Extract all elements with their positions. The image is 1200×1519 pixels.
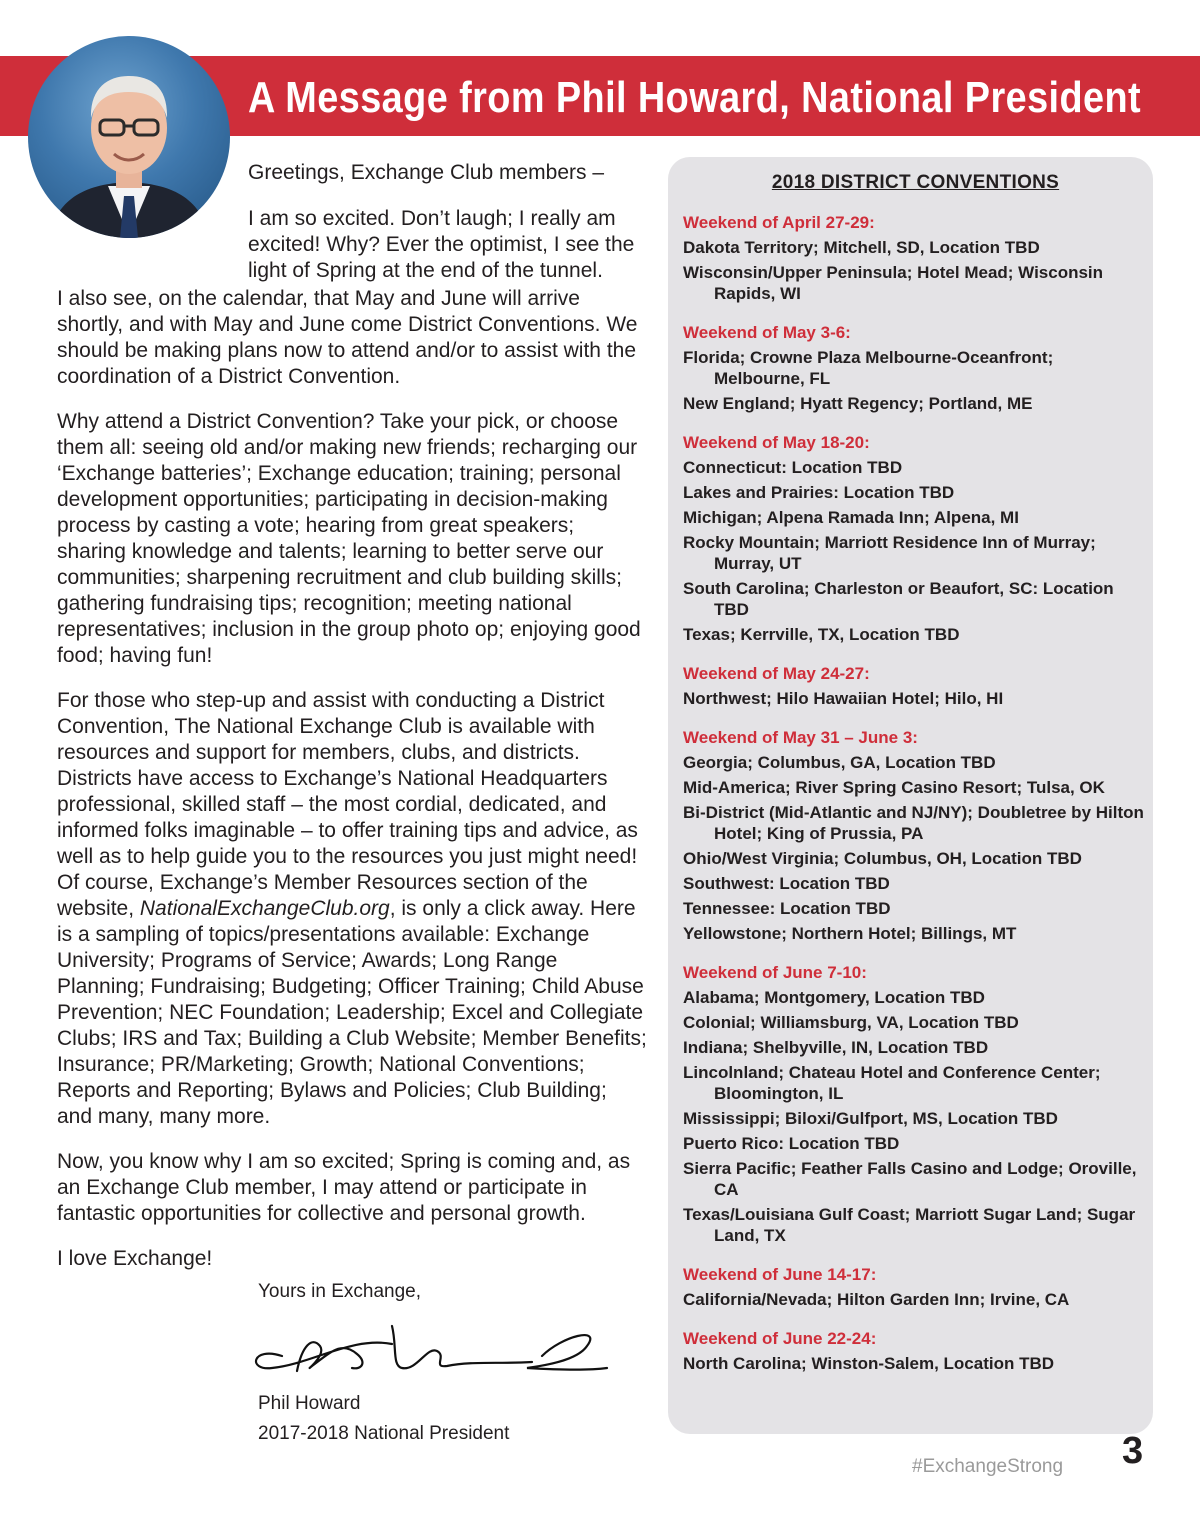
convention-entry: Lakes and Prairies: Location TBD bbox=[683, 483, 955, 502]
signer-role: 2017-2018 National President bbox=[258, 1423, 510, 1444]
convention-entry: Wisconsin/Upper Peninsula; Hotel Mead; Wisconsin Rapids, WI bbox=[683, 263, 1104, 303]
convention-entry: Mississippi; Biloxi/Gulfport, MS, Location TBD bbox=[683, 1109, 1058, 1128]
convention-entry: Northwest; Hilo Hawaiian Hotel; Hilo, HI bbox=[683, 689, 1004, 708]
signature-icon bbox=[242, 1316, 612, 1386]
convention-entry: Puerto Rico: Location TBD bbox=[683, 1134, 900, 1153]
weekend-heading: Weekend of June 14-17: bbox=[683, 1265, 877, 1284]
conventions-list bbox=[683, 212, 1145, 1392]
portrait-photo-icon bbox=[28, 36, 230, 238]
letter-greeting: Greetings, Exchange Club members – bbox=[248, 161, 605, 184]
convention-entry: Sierra Pacific; Feather Falls Casino and Lodge; Oroville, CA bbox=[683, 1159, 1137, 1199]
convention-group bbox=[683, 962, 1145, 1246]
letter-paragraph-3-text-end: , is only a click away. Here is a sampling of topics/presentations available: Exchange University; Programs of Service; Awards; Long Range Planning; Fundraising; Budgeting; Officer Training; Child Abuse Prevention; NEC Foundation; Leadership; Excel and Collegiate Clubs; IRS and Tax; Building a Club Website; Member Benefits; Insurance; PR/Marketing; Growth; National Conventions; Reports and Reporting; Bylaws and Policies; Club Building; and many, many more. bbox=[57, 897, 647, 1128]
convention-entry: California/Nevada; Hilton Garden Inn; Irvine, CA bbox=[683, 1290, 1070, 1309]
convention-entry: Dakota Territory; Mitchell, SD, Location TBD bbox=[683, 238, 1040, 257]
convention-entry: Ohio/West Virginia; Columbus, OH, Location TBD bbox=[683, 849, 1082, 868]
convention-entry: Florida; Crowne Plaza Melbourne-Oceanfront; Melbourne, FL bbox=[683, 348, 1054, 388]
website-link[interactable]: NationalExchangeClub.org bbox=[139, 897, 390, 920]
letter-line: light of Spring at the end of the tunnel. bbox=[248, 259, 603, 282]
convention-entry: Mid-America; River Spring Casino Resort; Tulsa, OK bbox=[683, 778, 1105, 797]
convention-entry: Southwest: Location TBD bbox=[683, 874, 890, 893]
convention-entry: Rocky Mountain; Marriott Residence Inn of Murray; Murray, UT bbox=[683, 533, 1096, 573]
convention-group bbox=[683, 1328, 1145, 1374]
letter-line: I am so excited. Don’t laugh; I really am bbox=[248, 207, 616, 230]
letter-paragraph-3-text: For those who step-up and assist with conducting a District Convention, The National Exchange Club is available with resources and support for members, clubs, and districts. Districts have access to Exchange’s National Headquarters professional, skilled staff – the most cordial, dedicated, and informed folks imaginable – to offer training tips and advice, as well as to help guide you to the resources you just might need! Of course, Exchange’s Member Resources section of the website, bbox=[57, 689, 638, 920]
convention-entry: Georgia; Columbus, GA, Location TBD bbox=[683, 753, 996, 772]
letter-paragraph-1-intro bbox=[248, 206, 648, 284]
convention-entry: Lincolnland; Chateau Hotel and Conference Center; Bloomington, IL bbox=[683, 1063, 1101, 1103]
convention-group bbox=[683, 1264, 1145, 1310]
weekend-heading: Weekend of May 3-6: bbox=[683, 323, 851, 342]
letter-paragraph-5: I love Exchange! bbox=[57, 1247, 213, 1270]
convention-entry: North Carolina; Winston-Salem, Location TBD bbox=[683, 1354, 1055, 1373]
letter-line: excited! Why? Ever the optimist, I see the bbox=[248, 233, 635, 256]
convention-entry: Texas/Louisiana Gulf Coast; Marriott Sugar Land; Sugar Land, TX bbox=[683, 1205, 1136, 1245]
convention-entry: Colonial; Williamsburg, VA, Location TBD bbox=[683, 1013, 1019, 1032]
weekend-heading: Weekend of April 27-29: bbox=[683, 213, 875, 232]
page-number: 3 bbox=[1122, 1430, 1144, 1472]
letter-closing: Yours in Exchange, bbox=[258, 1281, 422, 1302]
letter-paragraph-2: Why attend a District Convention? Take your pick, or choose them all: seeing old and/or making new friends; recharging our ‘Exchange batteries’; Exchange education; training; personal development opportunities; participating in decision-making process by casting a vote; hearing from great speakers; sharing knowledge and talents; learning to better serve our communities; sharpening recruitment and club building skills; gathering fundraising tips; recognition; meeting national representatives; inclusion in the group photo op; enjoying good food; having fun! bbox=[57, 410, 641, 667]
president-portrait bbox=[28, 36, 230, 238]
letter-paragraph-1: I also see, on the calendar, that May and June will arrive shortly, and with May and June come District Conventions. We should be making plans now to attend and/or to assist with the coordination of a District Convention. bbox=[57, 287, 638, 388]
letter-paragraph-4: Now, you know why I am so excited; Spring is coming and, as an Exchange Club member, I may attend or participate in fantastic opportunities for collective and personal growth. bbox=[57, 1150, 631, 1225]
convention-group bbox=[683, 727, 1145, 944]
weekend-heading: Weekend of May 18-20: bbox=[683, 433, 870, 452]
convention-entry: Texas; Kerrville, TX, Location TBD bbox=[683, 625, 960, 644]
convention-entry: New England; Hyatt Regency; Portland, ME bbox=[683, 394, 1033, 413]
convention-entry: Michigan; Alpena Ramada Inn; Alpena, MI bbox=[683, 508, 1019, 527]
letter-body bbox=[57, 286, 647, 1272]
page-title: A Message from Phil Howard, National President bbox=[248, 73, 1142, 122]
weekend-heading: Weekend of May 31 – June 3: bbox=[683, 728, 918, 747]
convention-entry: South Carolina; Charleston or Beaufort, SC: Location TBD bbox=[683, 579, 1114, 619]
conventions-heading: 2018 DISTRICT CONVENTIONS bbox=[771, 172, 1060, 193]
signer-name: Phil Howard bbox=[258, 1393, 361, 1414]
convention-entry: Yellowstone; Northern Hotel; Billings, MT bbox=[683, 924, 1017, 943]
convention-group bbox=[683, 212, 1145, 304]
letter-paragraph-3 bbox=[57, 688, 647, 1130]
convention-group bbox=[683, 663, 1145, 709]
convention-group bbox=[683, 322, 1145, 414]
convention-entry: Bi-District (Mid-Atlantic and NJ/NY); Doubletree by Hilton Hotel; King of Prussia, PA bbox=[683, 803, 1144, 843]
convention-entry: Indiana; Shelbyville, IN, Location TBD bbox=[683, 1038, 989, 1057]
convention-entry: Tennessee: Location TBD bbox=[683, 899, 891, 918]
convention-group bbox=[683, 432, 1145, 645]
convention-entry: Connecticut: Location TBD bbox=[683, 458, 903, 477]
weekend-heading: Weekend of May 24-27: bbox=[683, 664, 870, 683]
convention-entry: Alabama; Montgomery, Location TBD bbox=[683, 988, 985, 1007]
weekend-heading: Weekend of June 7-10: bbox=[683, 963, 867, 982]
hashtag: #ExchangeStrong bbox=[912, 1456, 1064, 1477]
weekend-heading: Weekend of June 22-24: bbox=[683, 1329, 877, 1348]
